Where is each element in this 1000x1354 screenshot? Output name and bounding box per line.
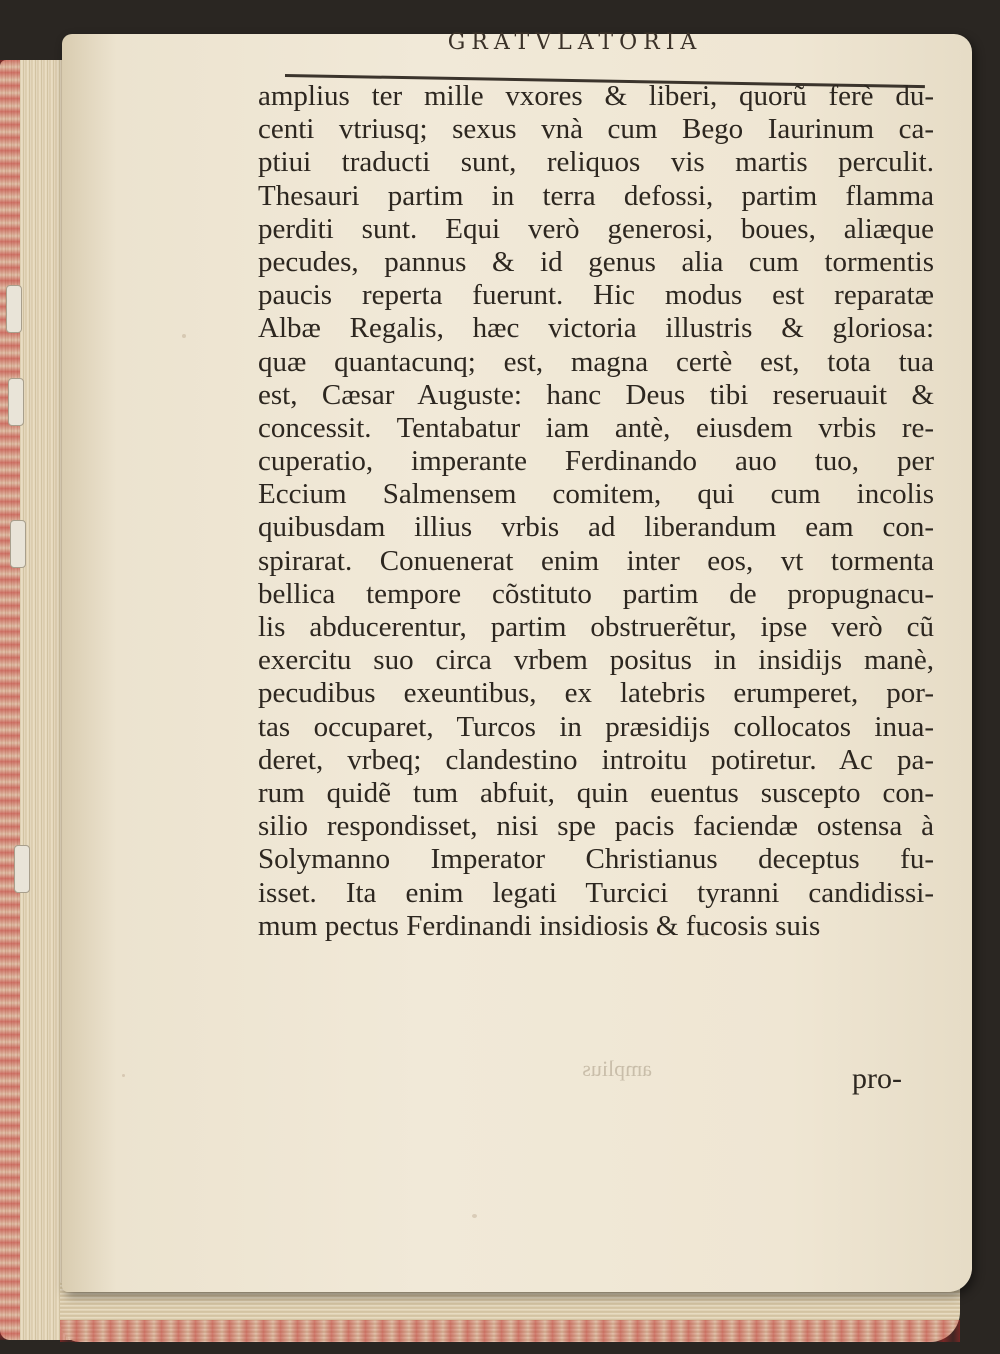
text-line: bellica tempore cõstituto partim de propugnacu- [258,577,934,610]
text-line: deret, vrbeq; clandestino introitu potiretur. Ac pa- [258,743,934,776]
text-line: cuperatio, imperante Ferdinando auo tuo, per [258,445,934,478]
text-line: pecudes, pannus & id genus alia cum tormentis [258,245,934,278]
page-tab [6,285,22,333]
page-tab [10,520,26,568]
text-line: exercitu suo circa vrbem positus in insidijs manè, [258,644,934,677]
text-line: perditi sunt. Equi verò generosi, boues, aliæque [258,212,934,245]
text-line: silio respondisset, nisi spe pacis faciendæ ostensa à [258,810,934,843]
text-line: quæ quantacunq; est, magna certè est, tota tua [258,345,934,378]
text-line: concessit. Tentabatur iam antè, eiusdem vrbis re- [258,411,934,444]
text-line: Thesauri partim in terra defossi, partim flamma [258,179,934,212]
text-line: ptiui traducti sunt, reliquos vis martis perculit. [258,146,934,179]
show-through-text: amplius [582,1056,652,1081]
text-line: centi vtriusq; sexus vnà cum Bego Iaurinum ca- [258,113,934,146]
text-line: rum quidẽ tum abfuit, quin euentus suscepto con- [258,776,934,809]
paper-fleck [182,334,186,338]
text-line: amplius ter mille vxores & liberi, quorũ ferè du- [258,80,934,112]
running-head: GRATVLATORIA [447,30,703,55]
body-text [258,80,934,943]
text-line: Eccium Salmensem comitem, qui cum incolis [258,478,934,511]
text-line: paucis reperta fuerunt. Hic modus est reparatæ [258,279,934,312]
text-line: mum pectus Ferdinandi insidiosis & fucosis suis [258,909,821,942]
paper-fleck [472,1214,477,1218]
text-line: isset. Ita enim legati Turcici tyranni candidissi- [258,876,934,909]
text-line: Solymanno Imperator Christianus deceptus fu- [258,843,934,876]
paper-fleck [122,1074,125,1077]
text-line: tas occuparet, Turcos in præsidijs collocatos inua- [258,710,934,743]
text-line: lis abducerentur, partim obstruerẽtur, ipse verò cũ [258,611,934,643]
text-line: quibusdam illius vrbis ad liberandum eam con- [258,511,934,544]
text-line: Albæ Regalis, hæc victoria illustris & gloriosa: [258,312,934,345]
text-line: est, Cæsar Auguste: hanc Deus tibi reseruauit & [258,378,934,411]
text-line: spirarat. Conuenerat enim inter eos, vt tormenta [258,544,934,577]
page-tab [14,845,30,893]
text-line: pecudibus exeuntibus, ex latebris erumperet, por- [258,677,934,710]
catchword: pro- [852,1062,902,1095]
page-tab [8,378,24,426]
